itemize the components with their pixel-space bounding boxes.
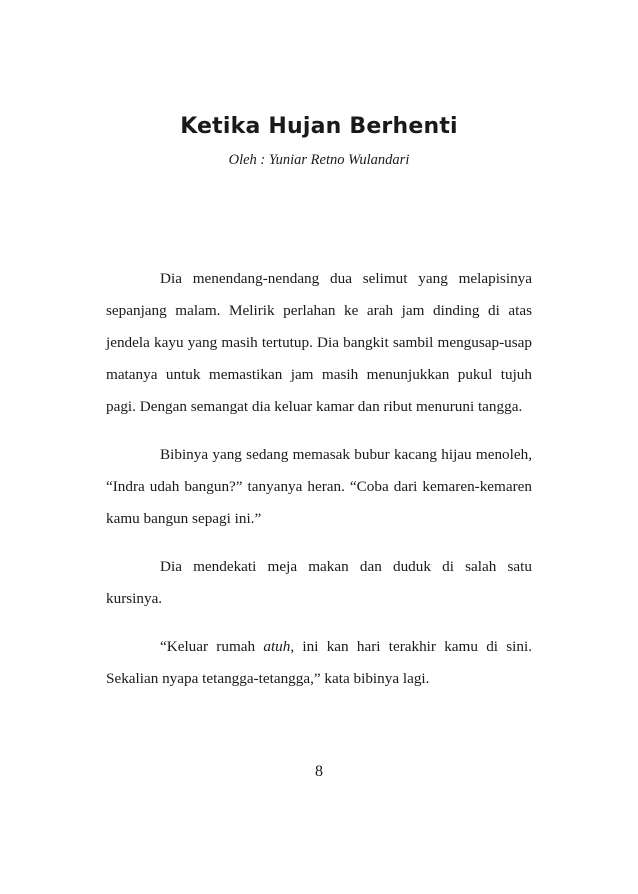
story-title: Ketika Hujan Berhenti (180, 114, 458, 139)
paragraph-1: Dia menendang-nendang dua selimut yang melapisinya sepanjang malam. Melirik perlahan ke arah jam dinding di atas jendela kayu yang masih tertutup. Dia bangkit sambil mengusap-usap matanya untuk memastikan jam masih menunjukkan pukul tujuh pagi. Dengan semangat dia keluar kamar dan ribut menuruni tangga. (106, 270, 532, 415)
paragraph-2: Bibinya yang sedang memasak bubur kacang hijau menoleh, “Indra udah bangun?” tanyanya heran. “Coba dari kemaren-kemaren kamu bangun sepagi ini.” (106, 446, 532, 527)
paragraph-4-end: , ini kan hari terakhir kamu di sini. Sekalian nyapa tetangga-tetangga,” kata bibinya lagi. (106, 638, 532, 687)
paragraph-4-start: “Keluar rumah (160, 638, 264, 655)
paragraph-3: Dia mendekati meja makan dan duduk di salah satu kursinya. (106, 558, 532, 607)
page-number: 8 (315, 763, 323, 780)
author-byline: Oleh : Yuniar Retno Wulandari (228, 152, 410, 168)
paragraph-4 (106, 631, 532, 695)
paragraph-4-italic-word: atuh (263, 638, 291, 655)
story-body (106, 263, 532, 711)
